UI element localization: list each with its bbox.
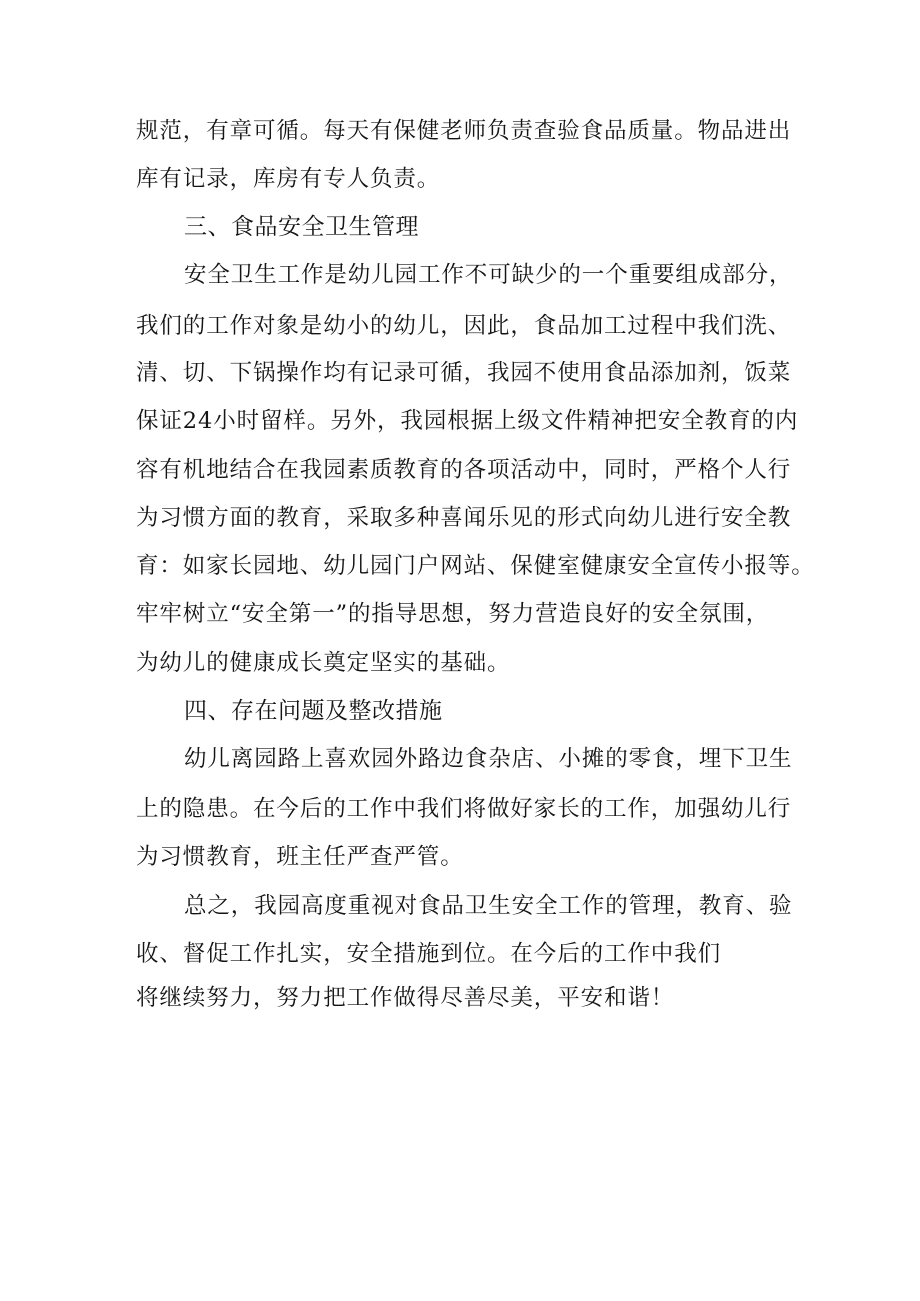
paragraph-line: 为幼儿的健康成长奠定坚实的基础。 — [136, 650, 511, 676]
paragraph-line: 为习惯教育，班主任严查严管。 — [136, 844, 464, 870]
paragraph-line: 保证24小时留样。另外，我园根据上级文件精神把安全教育的内 — [136, 408, 799, 434]
paragraph-line: 为习惯方面的教育，采取多种喜闻乐见的形式向幼儿进行安全教 — [136, 505, 792, 531]
paragraph-line: 库有记录，库房有专人负责。 — [136, 166, 441, 192]
paragraph-line: 幼儿离园路上喜欢园外路边食杂店、小摊的零食，埋下卫生 — [184, 746, 793, 772]
section-heading-4: 四、存在问题及整改措施 — [184, 698, 443, 724]
paragraph-line: 我们的工作对象是幼小的幼儿，因此，食品加工过程中我们洗、 — [136, 313, 792, 339]
paragraph-line: 牢牢树立“安全第一”的指导思想，努力营造良好的安全氛围， — [136, 601, 770, 627]
paragraph-line: 收、督促工作扎实，安全措施到位。在今后的工作中我们 — [136, 941, 722, 967]
paragraph-line: 总之，我园高度重视对食品卫生安全工作的管理，教育、验 — [184, 893, 793, 919]
paragraph-line: 规范，有章可循。每天有保健老师负责查验食品质量。物品进出 — [136, 118, 792, 144]
paragraph-line: 安全卫生工作是幼儿园工作不可缺少的一个重要组成部分， — [184, 262, 793, 288]
paragraph-line: 育：如家长园地、幼儿园门户网站、保健室健康安全宣传小报等。 — [136, 553, 815, 579]
paragraph-line: 容有机地结合在我园素质教育的各项活动中，同时，严格个人行 — [136, 457, 792, 483]
paragraph-line: 清、切、下锅操作均有记录可循，我园不使用食品添加剂，饭菜 — [136, 360, 792, 386]
paragraph-line: 上的隐患。在今后的工作中我们将做好家长的工作，加强幼儿行 — [136, 796, 792, 822]
paragraph-line: 将继续努力，努力把工作做得尽善尽美，平安和谐！ — [136, 985, 675, 1011]
section-heading-3: 三、食品安全卫生管理 — [184, 214, 419, 240]
